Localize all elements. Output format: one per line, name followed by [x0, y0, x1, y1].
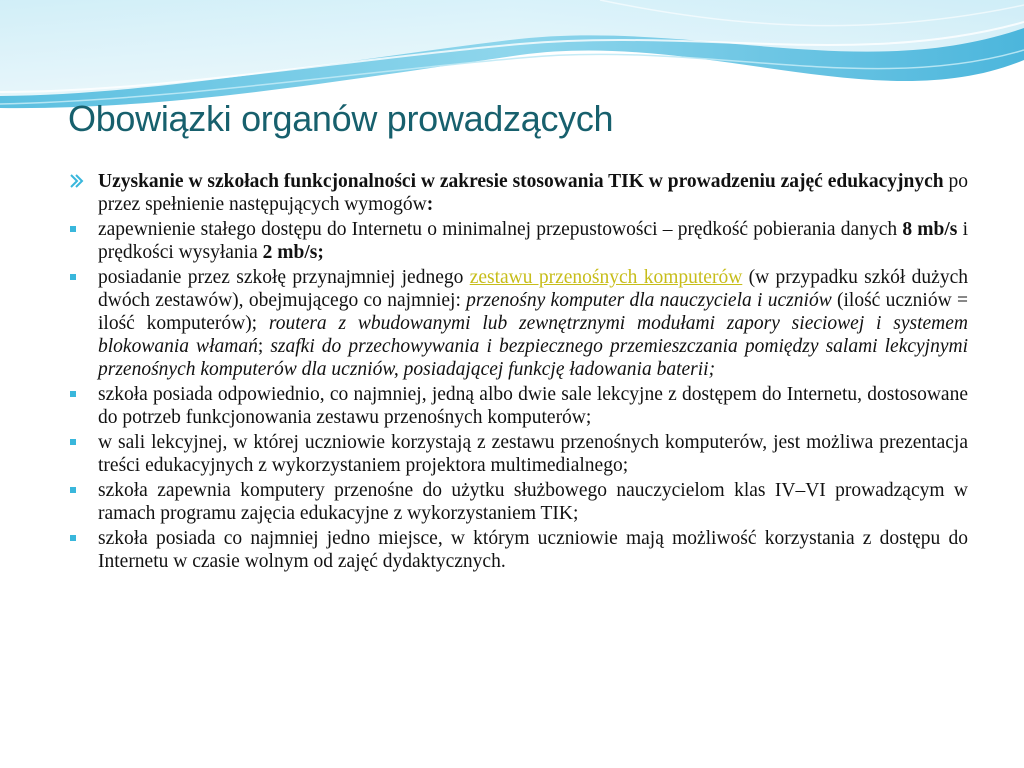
text-segment: zapewnienie stałego dostępu do Internetu o minimalnej przepustowości – prędkość pobierania danych	[98, 219, 903, 240]
text-segment: :	[426, 194, 434, 215]
text-segment: (w przypadku szkół dużych dwóch zestawów), obejmującego co najmniej:	[98, 267, 968, 311]
text-segment: 2 mb/s;	[262, 242, 324, 263]
text-segment: Uzyskanie w szkołach funkcjonalności w zakresie stosowania TIK w prowadzeniu zajęć edukacyjnych	[98, 171, 944, 192]
text-segment: szkoła zapewnia komputery przenośne do użytku służbowego nauczycielom klas IV–VI prowadzącym w ramach programu zajęcia edukacyjne z wykorzystaniem TIK;	[98, 480, 968, 524]
text-segment: i prędkości wysyłania	[98, 219, 968, 263]
arrow-bullet-icon	[70, 174, 84, 188]
square-bullet-icon	[70, 391, 76, 397]
text-segment: po przez spełnienie następujących wymogów	[98, 171, 969, 215]
text-segment: posiadanie przez szkołę przynajmniej jednego	[98, 267, 470, 288]
square-bullet-icon	[70, 439, 76, 445]
text-segment: szkoła posiada co najmniej jedno miejsce, w którym uczniowie mają możliwość korzystania z dostępu do Internetu w czasie wolnym od zajęć dydaktycznych.	[98, 528, 968, 572]
text-segment: szkoła posiada odpowiednio, co najmniej, jedną albo dwie sale lekcyjne z dostępem do Internetu, dostosowane do potrzeb funkcjonowania zestawu przenośnych komputerów;	[98, 384, 968, 428]
text-segment: (ilość uczniów = ilość komputerów);	[98, 290, 968, 334]
square-bullet-icon	[70, 535, 76, 541]
square-bullet-icon	[70, 274, 76, 280]
slide-title: Obowiązki organów prowadzących	[68, 98, 614, 139]
link-zestawu-komputerow[interactable]: zestawu przenośnych komputerów	[469, 267, 743, 288]
list-item	[70, 218, 968, 264]
bullet-list	[70, 170, 968, 575]
text-segment: 8 mb/s	[902, 219, 958, 240]
list-item	[70, 266, 968, 381]
list-item	[70, 479, 968, 525]
list-item	[70, 170, 968, 216]
text-segment: w sali lekcyjnej, w której uczniowie korzystają z zestawu przenośnych komputerów, jest możliwa prezentacja treści edukacyjnych z wykorzystaniem projektora multimedialnego;	[98, 432, 968, 476]
list-item	[70, 527, 968, 573]
text-segment: routera z wbudowanymi lub zewnętrznymi modułami zapory sieciowej i systemem blokowania włamań	[98, 313, 968, 357]
text-segment: szafki do przechowywania i bezpiecznego przemieszczania pomiędzy salami lekcyjnymi przenośnych komputerów dla uczniów, posiadającej funkcję ładowania baterii;	[98, 336, 969, 380]
list-item	[70, 383, 968, 429]
text-segment: ;	[257, 336, 271, 357]
square-bullet-icon	[70, 487, 76, 493]
text-segment: przenośny komputer dla nauczyciela i uczniów	[466, 290, 832, 311]
list-item	[70, 431, 968, 477]
square-bullet-icon	[70, 226, 76, 232]
